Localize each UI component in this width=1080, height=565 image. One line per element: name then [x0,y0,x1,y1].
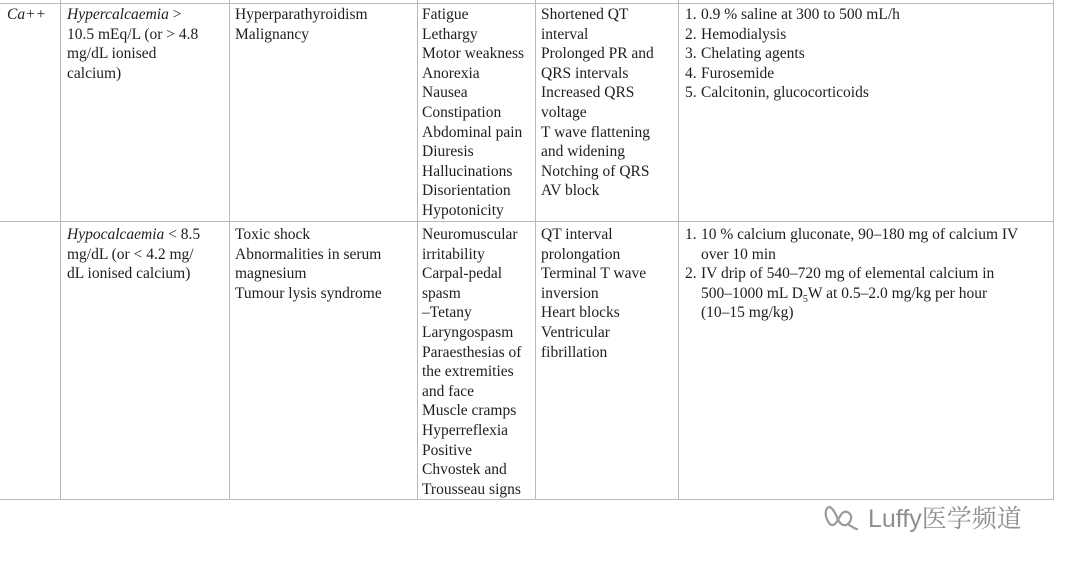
hypercalcaemia-treatment [685,5,900,103]
watermark-text: Luffy医学频道 [868,505,1022,533]
hypocalcaemia-condition: Hypocalcaemia < 8.5 mg/dL (or < 4.2 mg/ dL ionised calcium) [67,226,201,283]
hypercalcaemia-causes: Hyperparathyroidism Malignancy [235,6,368,43]
treatment-item: 2. Hemodialysis [685,25,787,43]
column-divider [417,0,418,500]
treatment-item: 2. IV drip of 540–720 mg of elemental calcium in 500–1000 mL $D_5W$ at 0.5–2.0 mg/kg per hour (10–15 mg/kg) [685,265,995,322]
column-divider [678,0,679,500]
column-divider [60,0,61,500]
element-label: Ca++ [7,6,47,23]
column-divider [1053,0,1054,500]
hypocalcaemia-causes: Toxic shock Abnormalities in serum magnesium Tumour lysis syndrome [235,226,382,302]
row-divider [0,221,1053,222]
column-divider [535,0,536,500]
wechat-channel-icon [822,501,860,533]
treatment-item: 4. Furosemide [685,64,775,82]
treatment-item: 5. Calcitonin, glucocorticoids [685,84,869,102]
condition-name: Hypercalcaemia [67,6,169,23]
condition-name: Hypocalcaemia [67,226,165,243]
hypocalcaemia-symptoms: Neuromuscular irritability Carpal-pedal spasm –Tetany Laryngospasm Paraesthesias of the extremities and face Muscle cramps Hyperreflexia Positive Chvostek and Trousseau signs [422,226,522,498]
hypercalcaemia-ecg: Shortened QT interval Prolonged PR and QRS intervals Increased QRS voltage T wave flattening and widening Notching of QRS AV block [541,6,654,200]
hypocalcaemia-ecg: QT interval prolongation Terminal T wave inversion Heart blocks Ventricular fibrillation [541,226,647,361]
hypocalcaemia-treatment [685,225,1018,323]
treatment-item: 1. 0.9 % saline at 300 to 500 mL/h [685,6,900,23]
hypercalcaemia-symptoms: Fatigue Lethargy Motor weakness Anorexia Nausea Constipation Abdominal pain Diuresis Hallucinations Disorientation Hypotonicity [422,6,525,219]
column-divider [229,0,230,500]
treatment-item: 3. Chelating agents [685,45,805,63]
table-top-rule [0,3,1053,4]
hypercalcaemia-condition: Hypercalcaemia > 10.5 mEq/L (or > 4.8 mg/dL ionised calcium) [67,6,199,82]
treatment-item: 1. 10 % calcium gluconate, 90–180 mg of calcium IV over 10 min [685,226,1019,263]
watermark [822,499,1022,535]
